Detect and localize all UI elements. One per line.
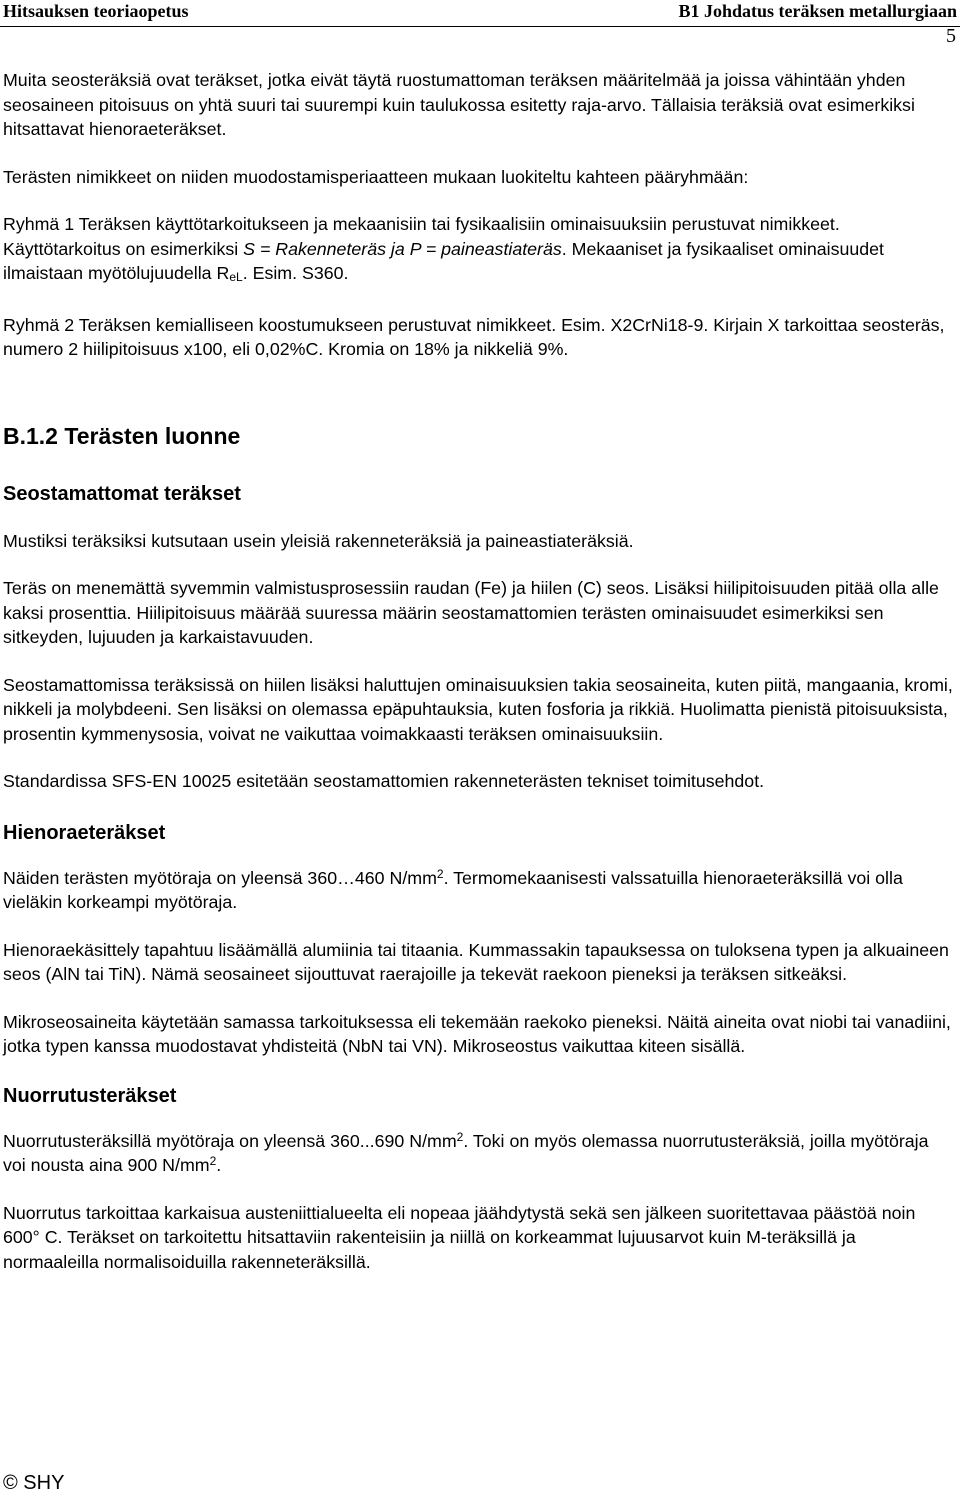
section-title: B.1.2 Terästen luonne	[3, 422, 241, 449]
finegrain-1-text-a: Näiden terästen myötöraja on yleensä 360…460 N/mm	[3, 867, 437, 888]
finegrain-1-superscript: 2	[436, 866, 444, 881]
group-1-italic-example: S = Rakenneteräs ja P = paineastiateräs	[243, 238, 562, 259]
quenched-1-superscript-2: 2	[209, 1154, 217, 1168]
header-divider	[0, 26, 960, 27]
heading-unalloyed-steels: Seostamattomat teräkset	[3, 482, 241, 505]
heading-fine-grain-steels: Hienoraeteräkset	[3, 821, 166, 844]
heading-quenched-tempered-steels: Nuorrutusteräkset	[3, 1084, 177, 1107]
quenched-1-text-b: . Toki on myös olemassa nuorrutusteräksiä, joilla myötöraja voi nousta aina 900 N/mm	[3, 1130, 929, 1175]
paragraph-designation-intro: Terästen nimikkeet on niiden muodostamisperiaatteen mukaan luokiteltu kahteen pääryhmään:	[3, 166, 749, 187]
quenched-1-superscript-1: 2	[456, 1129, 464, 1144]
paragraph-unalloyed-1: Mustiksi teräksiksi kutsutaan usein yleisiä rakenneteräksiä ja paineastiateräksiä.	[3, 530, 634, 551]
header-course-title: Hitsauksen teoriaopetus	[3, 1, 189, 21]
paragraph-unalloyed-4: Standardissa SFS-EN 10025 esitetään seostamattomien rakenneterästen tekniset toimitusehdot.	[3, 771, 765, 791]
page-number: 5	[946, 25, 956, 47]
page-content	[3, 68, 953, 1274]
paragraph-unalloyed-2: Teräs on menemättä syvemmin valmistusprosessiin raudan (Fe) ja hiilen (C) seos. Lisäksi hiilipitoisuuden pitää olla alle kaksi prosenttia. Hiilipitoisuus määrää suuressa määrin seostamattomien terästen ominaisuudet esimerkiksi sen sitkeyden, lujuuden ja karkaistavuuden.	[3, 578, 939, 647]
header-chapter-title: B1 Johdatus teräksen metallurgiaan	[678, 1, 957, 21]
group-1-text-c: . Esim. S360.	[242, 263, 349, 283]
group-1-text-b: . Mekaaniset ja fysikaaliset ominaisuudet ilmaistaan myötölujuudella R	[3, 238, 884, 283]
group-1-subscript: eL	[229, 270, 243, 284]
paragraph-group-1	[3, 212, 953, 290]
group-1-text-a: Ryhmä 1 Teräksen käyttötarkoitukseen ja mekaanisiin tai fysikaalisiin ominaisuuksiin perustuvat nimikkeet. Käyttötarkoitus on esimerkiksi	[3, 214, 840, 259]
paragraph-group-2: Ryhmä 2 Teräksen kemialliseen koostumukseen perustuvat nimikkeet. Esim. X2CrNi18-9. Kirjain X tarkoittaa seosteräs, numero 2 hiilipitoisuus x100, eli 0,02%C. Kromia on 18% ja nikkeliä 9%.	[3, 314, 945, 359]
page-header	[0, 0, 960, 34]
paragraph-other-alloy-steels: Muita seosteräksiä ovat teräkset, jotka eivät täytä ruostumattoman teräksen määritelmää ja joissa vähintään yhden seosaineen pitoisuus on yhtä suuri tai suurempi kuin taulukossa esitetty raja-arvo. Tällaisia teräksiä ovat esimerkiksi hitsattavat hienoraeteräkset.	[3, 70, 915, 139]
paragraph-unalloyed-3: Seostamattomissa teräksissä on hiilen lisäksi haluttujen ominaisuuksien takia seosaineita, kuten piitä, mangaania, kromi, nikkeli ja molybdeeni. Sen lisäksi on olemassa epäpuhtauksia, kuten fosforia ja rikkiä. Huolimatta pienistä pitoisuuksista, prosentin kymmenysosia, voivat ne vaikuttaa voimakkaasti teräksen ominaisuuksiin.	[3, 674, 953, 744]
quenched-1-text-a: Nuorrutusteräksillä myötöraja on yleensä 360...690 N/mm	[3, 1130, 457, 1151]
footer-copyright: © SHY	[3, 1472, 65, 1494]
quenched-1-text-c: .	[216, 1155, 222, 1175]
finegrain-1-text-b: . Termomekaanisesti valssatuilla hienoraeteräksillä voi olla vieläkin korkeampi myötöraja.	[3, 867, 903, 912]
paragraph-quenched-2: Nuorrutus tarkoittaa karkaisua austeniittialueelta eli nopeaa jäähdytystä sekä sen jälkeen suoritettavaa päästöä noin 600° C. Teräkset on tarkoitettu hitsattaviin rakenteisiin ja niillä on korkeammat lujuusarvot kuin M-teräksillä ja normaaleilla normalisoiduilla rakenneteräksillä.	[3, 1202, 916, 1272]
paragraph-finegrain-3: Mikroseosaineita käytetään samassa tarkoituksessa eli tekemään raekoko pieneksi. Näitä aineita ovat niobi tai vanadiini, jotka typen kanssa muodostavat yhdisteitä (NbN tai VN). Mikroseostus vaikuttaa kiteen sisällä.	[3, 1011, 951, 1056]
paragraph-finegrain-2: Hienoraekäsittely tapahtuu lisäämällä alumiinia tai titaania. Kummassakin tapauksessa on tuloksena typen ja alkuaineen seos (AlN tai TiN). Nämä seosaineet sijouttuvat raerajoille ja tekevät raekoon pieneksi ja teräksen sitkeäksi.	[3, 939, 949, 984]
paragraph-quenched-1	[3, 1129, 953, 1178]
paragraph-finegrain-1	[3, 866, 953, 915]
